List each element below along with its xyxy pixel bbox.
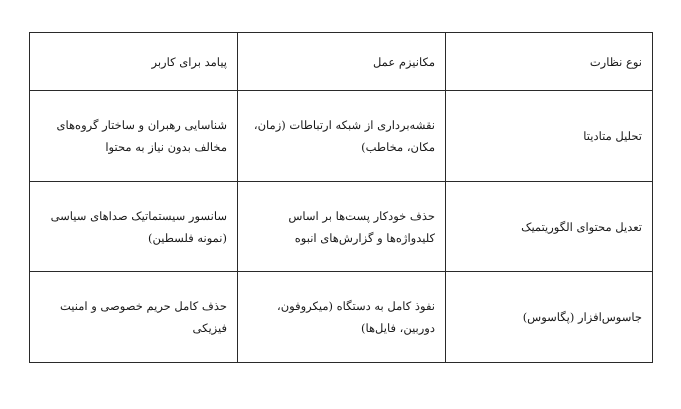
table-header-row bbox=[30, 33, 653, 91]
cell-oversight-type: تعدیل محتوای الگوریتمیک bbox=[446, 181, 653, 272]
header-mechanism: مکانیزم عمل bbox=[238, 33, 446, 91]
cell-consequence: سانسور سیستماتیک صداهای سیاسی (نمونه فلسطین) bbox=[30, 181, 238, 272]
surveillance-table bbox=[29, 32, 653, 363]
header-user-consequence: پیامد برای کاربر bbox=[30, 33, 238, 91]
cell-oversight-type: تحلیل متادیتا bbox=[446, 91, 653, 182]
table-row bbox=[30, 91, 653, 182]
cell-consequence: شناسایی رهبران و ساختار گروه‌های مخالف بدون نیاز به محتوا bbox=[30, 91, 238, 182]
table-row bbox=[30, 272, 653, 363]
cell-mechanism: نفوذ کامل به دستگاه (میکروفون، دوربین، فایل‌ها) bbox=[238, 272, 446, 363]
cell-mechanism: حذف خودکار پست‌ها بر اساس کلیدواژه‌ها و گزارش‌های انبوه bbox=[238, 181, 446, 272]
cell-mechanism: نقشه‌برداری از شبکه ارتباطات (زمان، مکان، مخاطب) bbox=[238, 91, 446, 182]
cell-consequence: حذف کامل حریم خصوصی و امنیت فیزیکی bbox=[30, 272, 238, 363]
table-row bbox=[30, 181, 653, 272]
header-oversight-type: نوع نظارت bbox=[446, 33, 653, 91]
cell-oversight-type: جاسوس‌افزار (پگاسوس) bbox=[446, 272, 653, 363]
